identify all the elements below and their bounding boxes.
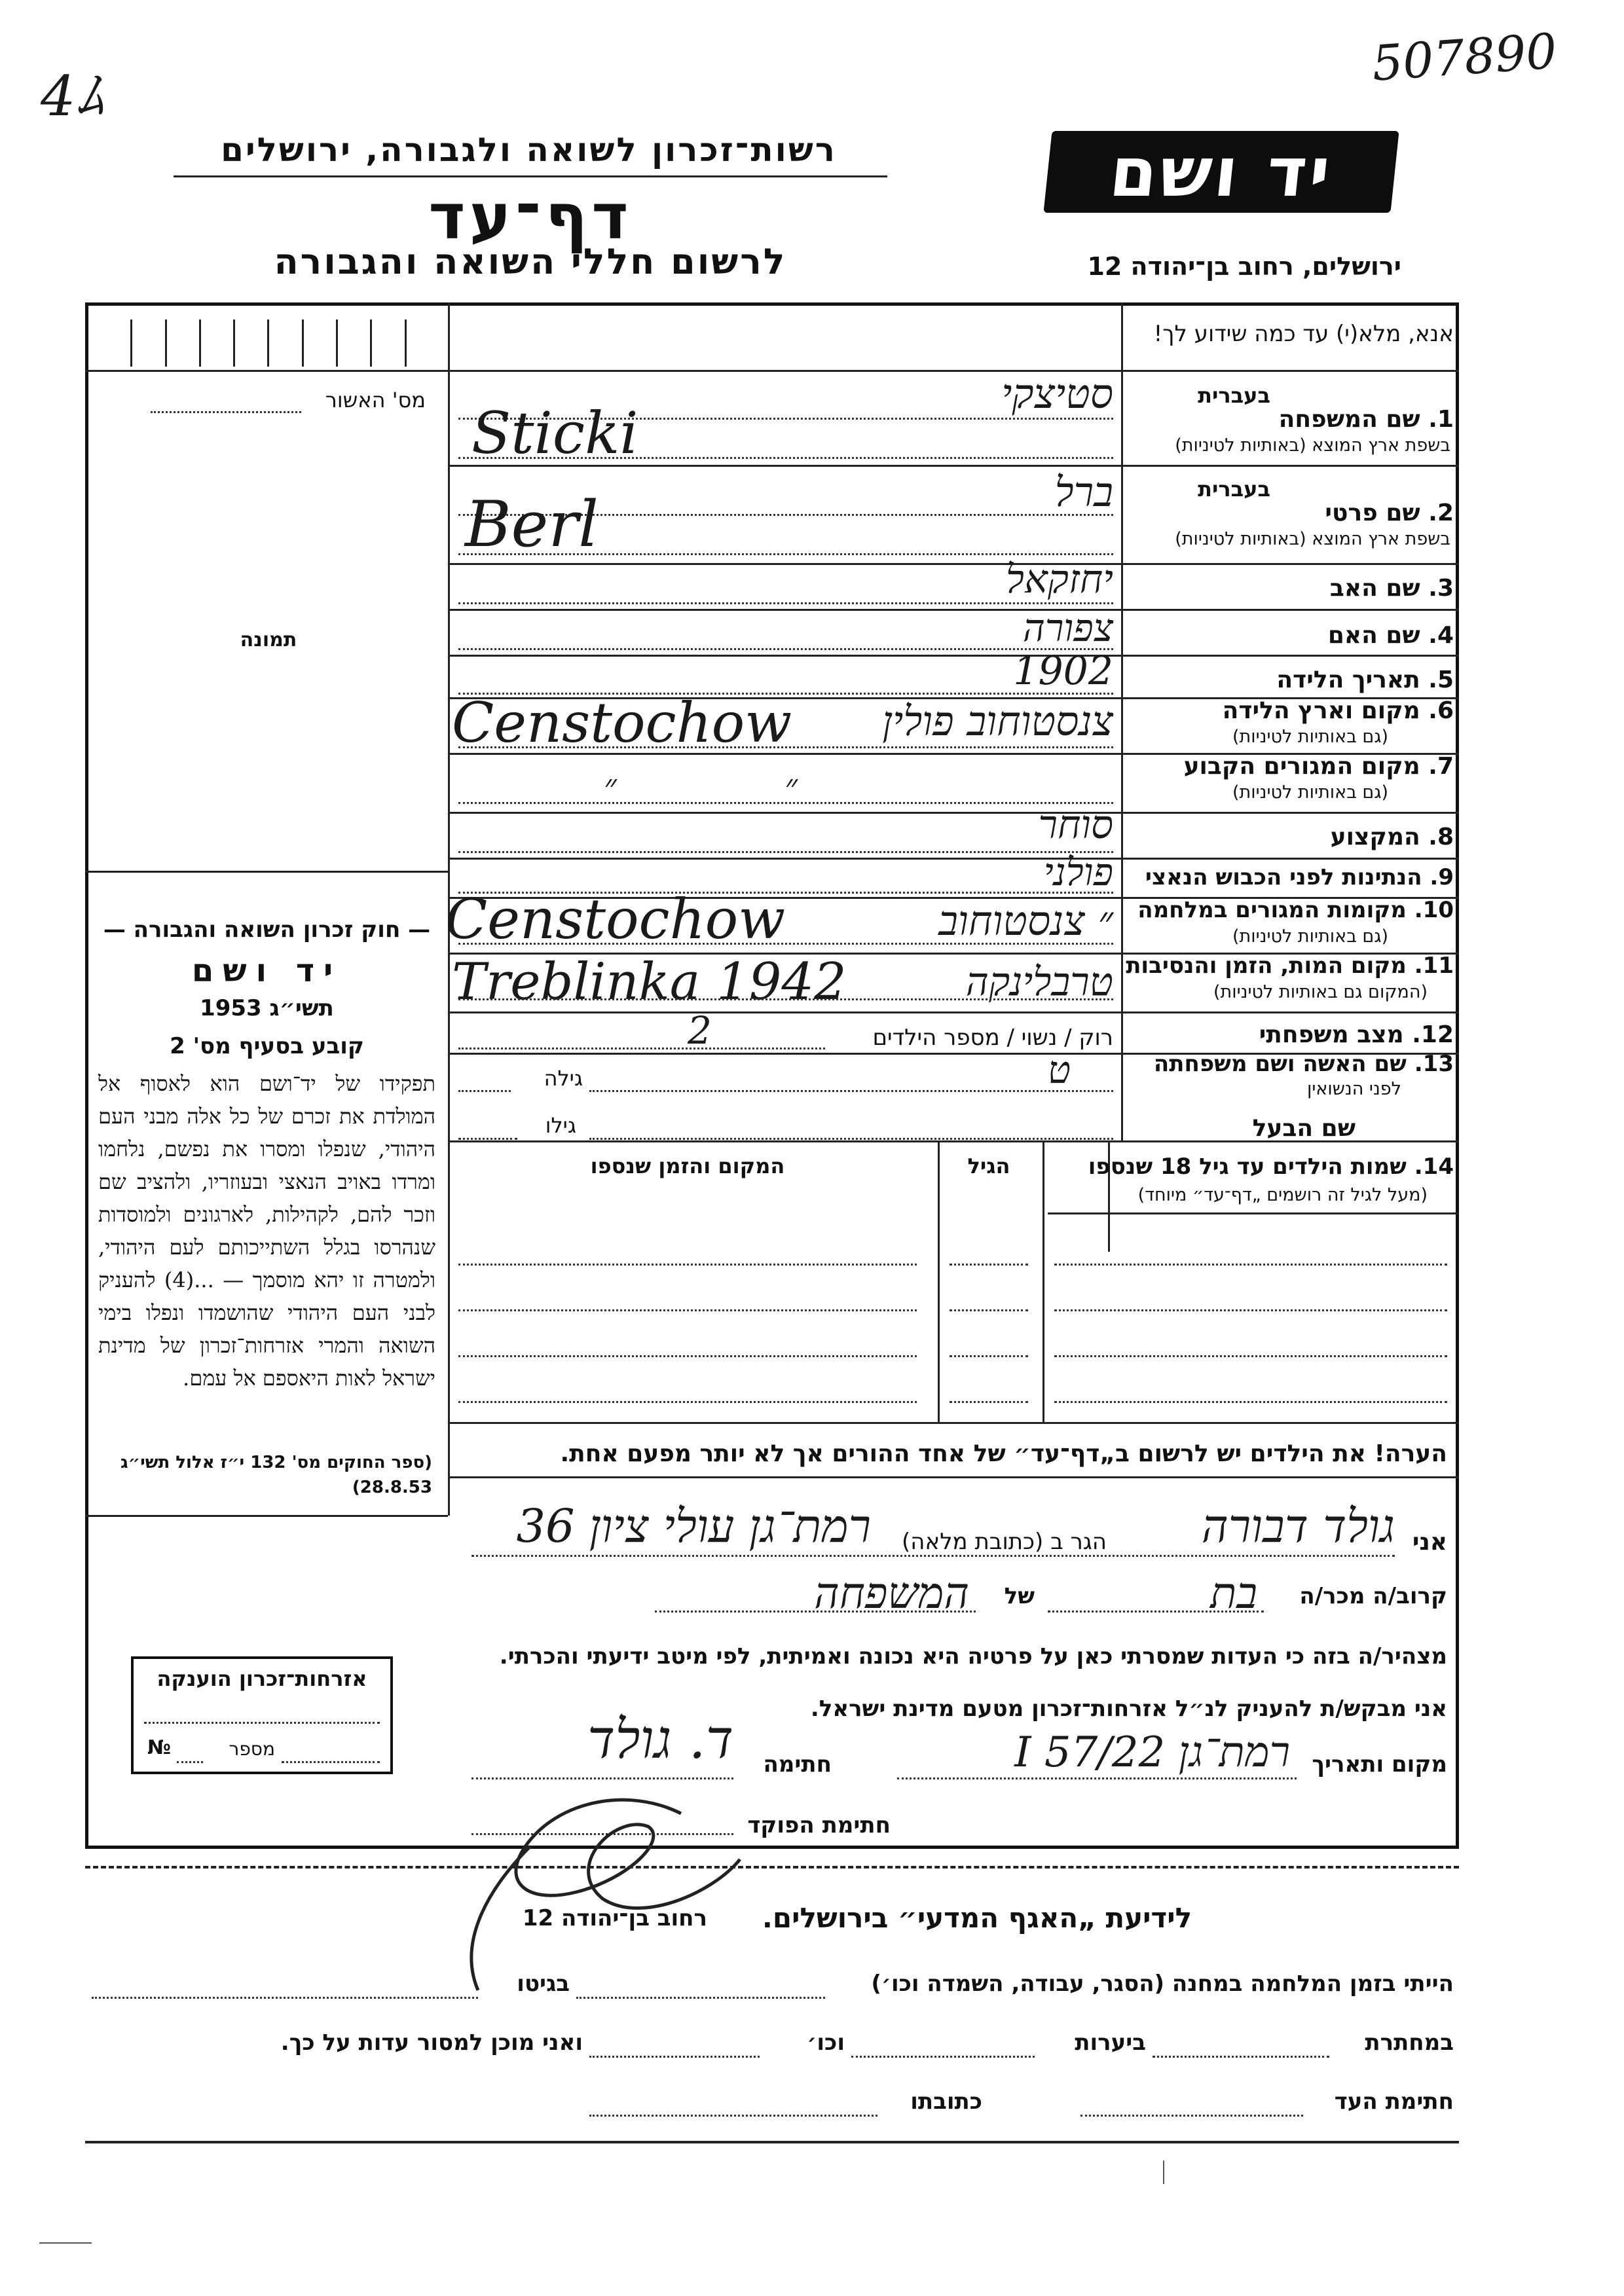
decl-resident-label: הגר ב (כתובת מלאה) [902, 1529, 1107, 1555]
decl-signature-label: חתימה [763, 1751, 832, 1777]
field-11-label: 11. מקום המות, הזמן והנסיבות [1126, 953, 1454, 979]
field-13-value: ט [1048, 1048, 1071, 1092]
field-1-latin-value: Sticki [471, 399, 638, 467]
yad-vashem-logo [1043, 131, 1399, 213]
decl-truth-statement: מצהיר/ה בזה כי העדות שמסרתי כאן על פרטיה היא נכונה ואמיתית, לפי מיטב ידיעתי והכרתי. [499, 1643, 1447, 1669]
children-col-place: המקום והזמן שנספו [590, 1154, 785, 1178]
field-13-age-label: גילה [544, 1066, 583, 1091]
footer-line2-end: ואני מוכן למסור עדות על כך. [280, 2030, 583, 2056]
law-text-part-1: תפקידו של יד־ושם הוא לאסוף אל המולדת את זכרם של כל אלה מבני העם היהודי, שנפלו ומסרו את נפשם, נלחמו ומרדו באויב הנאצי ובעוזריו, ולהציב שם וזכר להם, לקהילות, לארגונים ולמוסדות שנהרסו בגלל השתייכותם לעם היהודי, ולמטרה זו יהא מוסמך — [98, 1071, 436, 1292]
law-clause: קובע בסעיף מס' 2 [170, 1033, 364, 1059]
field-10-hebrew-value: ״ צנסטוחוב [938, 897, 1113, 945]
field-6-label: 6. מקום וארץ הלידה [1222, 697, 1454, 724]
instruction-text: אנא, מלא(י) עד כמה שידוע לך! [1153, 321, 1454, 347]
decl-relative-label: קרוב/ה מכר/ה [1299, 1583, 1447, 1609]
children-col-age: הגיל [967, 1154, 1010, 1178]
field-12-children-count: 2 [688, 1008, 712, 1053]
field-13-hint: לפני הנשואין [1306, 1079, 1401, 1099]
field-10-label: 10. מקומות המגורים במלחמה [1137, 897, 1454, 923]
field-10-latin-value: Censtochow [445, 887, 786, 951]
law-text [98, 1067, 435, 1394]
citizenship-title: אזרחות־זכרון הוענקה [157, 1666, 367, 1691]
field-3-label: 3. שם האב [1329, 575, 1454, 602]
decl-i-label: אני [1412, 1529, 1447, 1556]
field-3-value: יחזקאל [1005, 556, 1113, 602]
decl-signature-value: ד. גולד [587, 1709, 733, 1771]
field-13-label: 13. שם האשה ושם משפחתה [1153, 1051, 1454, 1077]
citizenship-no-sign: № [147, 1736, 172, 1759]
field-6-latin-value: Censtochow [452, 691, 792, 755]
field-11-hint: (המקום גם באותיות לטיניות) [1213, 982, 1428, 1002]
decl-relative-value: המשפחה [814, 1568, 969, 1618]
footer-address: רחוב בן־יהודה 12 [522, 1905, 707, 1931]
decl-request-statement: אני מבקש/ת להעניק לנ״ל אזרחות־זכרון מטעם מדינת ישראל. [810, 1696, 1447, 1722]
approval-number-boxes [98, 319, 439, 367]
law-name: יד ושם [191, 953, 342, 989]
approval-number-label: מס' האשור [325, 388, 426, 412]
field-4-value: צפורה [1022, 606, 1113, 650]
footer-line2-a: במחתרת [1365, 2030, 1454, 2056]
field-1-hebrew-value: סטיצקי [1001, 370, 1113, 418]
field-11-latin-value: Treblinka 1942 [452, 953, 847, 1011]
law-citation: (ספר החוקים מס' 132 י״ז אלול תשי״ג 28.8.53) [120, 1453, 432, 1497]
children-col-names: 14. שמות הילדים עד גיל 18 שנספו [1088, 1154, 1454, 1180]
field-7-value: ״ ״ [603, 767, 877, 807]
husband-label: שם הבעל [1252, 1115, 1356, 1142]
field-5-label: 5. תאריך הלידה [1276, 666, 1454, 693]
field-7-label: 7. מקום המגורים הקבוע [1183, 753, 1454, 780]
children-col-names-hint: (מעל לגיל זה רושמים „דף־עד״ מיוחד) [1137, 1185, 1428, 1205]
field-11-hebrew-value: טרבלינקה [965, 959, 1113, 1005]
field-10-hint: (גם באותיות לטיניות) [1232, 926, 1388, 947]
footer-line3-b: כתובתו [910, 2088, 982, 2115]
field-8-label: 8. המקצוע [1330, 824, 1454, 850]
field-8-value: סוחר [1038, 802, 1113, 848]
law-text-part-2: ...(4) להעניק לבני העם היהודי שהושמדו ונפלו בימי השואה והמרי אזרחות־זכרון של מדינת ישראל לאות היאספם אל עמם. [98, 1267, 435, 1391]
handwritten-mark: 4ﾑ [41, 64, 103, 128]
field-5-value: 1902 [1013, 648, 1113, 694]
footer-line2-b: ביערות [1075, 2030, 1146, 2056]
law-year: תשי״ג 1953 [200, 995, 334, 1021]
field-2-latin-hint: בשפת ארץ המוצא (באותיות לטיניות) [1175, 529, 1450, 549]
field-7-hint: (גם באותיות לטיניות) [1232, 782, 1388, 803]
header-address: ירושלים, רחוב בן־יהודה 12 [1087, 252, 1401, 281]
field-2-hebrew-value: ברל [1054, 468, 1113, 516]
field-2-latin-value: Berl [465, 488, 599, 561]
citizenship-number-label: מספר [229, 1738, 275, 1760]
field-9-label: 9. הנתינות לפני הכבוש הנאצי [1145, 864, 1454, 890]
footer-line1-end: בגיטו [517, 1971, 570, 1997]
photo-label: תמונה [240, 629, 297, 651]
clerk-signature-scrawl [432, 1761, 773, 2010]
footer-heading: לידיעת „האגף המדעי״ בירושלים. [762, 1902, 1192, 1934]
form-subtitle: לרשום חללי השואה והגבורה [274, 241, 787, 282]
field-2-label: 2. שם פרטי [1325, 500, 1454, 526]
archive-number: 507890 [1370, 23, 1559, 92]
form-title: דף־עד [428, 180, 633, 253]
field-12-label: 12. מצב משפחתי [1259, 1021, 1454, 1048]
field-9-value: פולני [1043, 850, 1113, 894]
field-1-label: 1. שם המשפחה [1278, 406, 1454, 433]
field-2-hebrew-label: בעברית [1198, 477, 1270, 501]
children-note: הערה! את הילדים יש לרשום ב„דף־עד״ של אחד ההורים אך לא יותר מפעם אחת. [560, 1440, 1447, 1467]
decl-of-label: של [1004, 1583, 1035, 1609]
footer-line3-a: חתימת העד [1334, 2088, 1454, 2115]
field-12-status-options: רוק / נשוי / מספר הילדים [872, 1025, 1113, 1051]
decl-i-value: גולד דבורה [1201, 1499, 1395, 1553]
field-4-label: 4. שם האם [1327, 622, 1454, 649]
decl-address-value: רמת־גן עולי ציון 36 [516, 1499, 871, 1553]
field-1-hebrew-label: בעברית [1198, 383, 1270, 408]
logo-text: יד ושם [1106, 132, 1337, 212]
field-6-hint: (גם באותיות לטיניות) [1232, 727, 1388, 747]
institution-name: רשות־זכרון לשואה ולגבורה, ירושלים [221, 131, 837, 169]
law-title: — חוק זכרון השואה והגבורה — [103, 917, 431, 943]
footer-line1-start: הייתי בזמן המלחמה במחנה (הסגר, עבודה, השמדה וכו׳) [871, 1971, 1454, 1997]
footer-line2-c: וכו׳ [807, 2030, 845, 2056]
decl-relation-value: בת [1209, 1568, 1257, 1618]
husband-age-label: גילו [545, 1113, 576, 1138]
decl-place-date-value: רמת־גן 22/I 57 [1014, 1728, 1290, 1777]
field-1-latin-hint: בשפת ארץ המוצא (באותיות לטיניות) [1175, 435, 1450, 456]
field-6-hebrew-value: צנסטוחוב פולין [882, 697, 1113, 745]
decl-place-date-label: מקום ותאריך [1312, 1751, 1447, 1777]
decl-clerk-signature-label: חתימת הפוקד [747, 1812, 891, 1838]
